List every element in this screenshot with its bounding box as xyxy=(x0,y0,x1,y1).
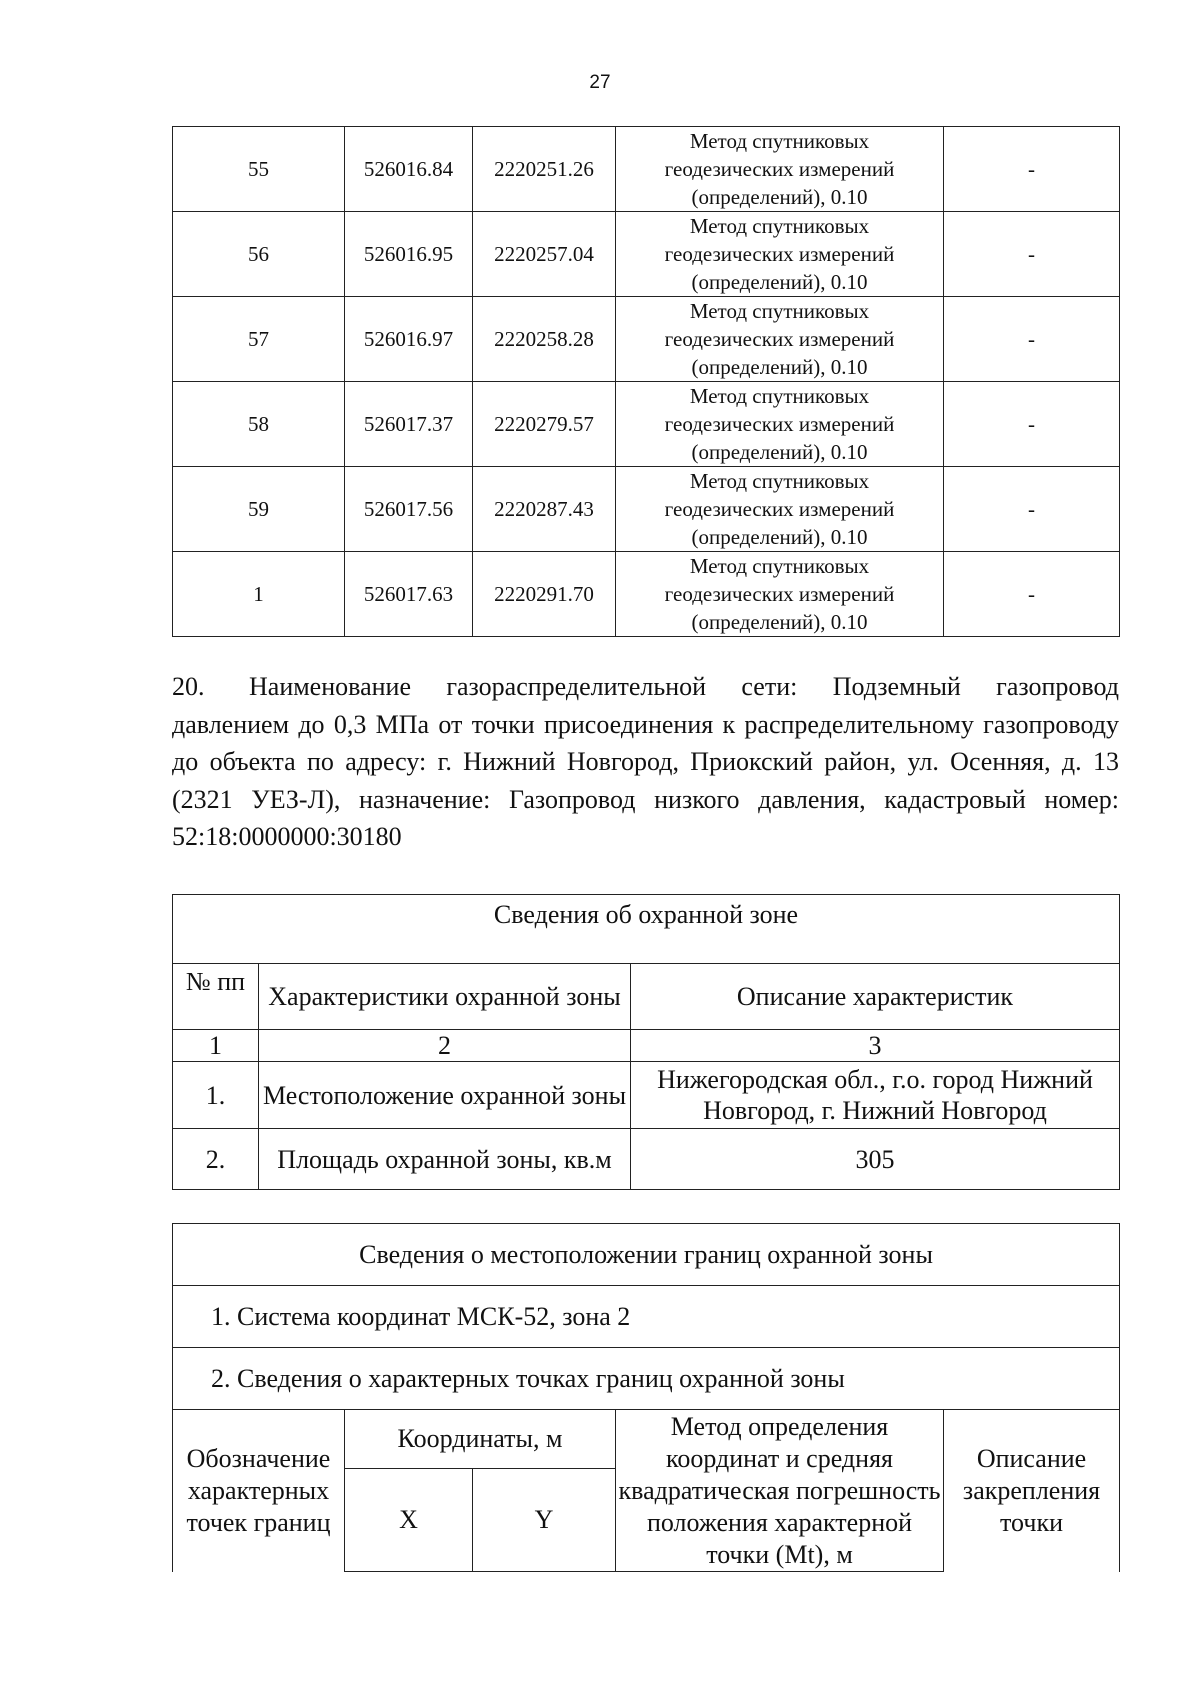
col-number-1: 1 xyxy=(173,1030,259,1062)
points-info-row: 2. Сведения о характерных точках границ охранной зоны xyxy=(173,1348,1120,1410)
point-description: - xyxy=(944,467,1120,552)
method-line: (определений), 0.10 xyxy=(691,525,868,549)
protection-zone-table xyxy=(172,894,1120,1190)
point-number: 59 xyxy=(173,467,345,552)
method-line: геодезических измерений xyxy=(664,327,895,351)
row-characteristic: Местоположение охранной зоны xyxy=(259,1062,631,1129)
method xyxy=(616,467,944,552)
coordinate-system-row: 1. Система координат МСК-52, зона 2 xyxy=(173,1286,1120,1348)
coordinate-row xyxy=(173,297,1120,382)
coord-y: 2220258.28 xyxy=(473,297,616,382)
page-number: 27 xyxy=(589,72,611,93)
section-paragraph xyxy=(172,668,1119,856)
method-line: Метод спутниковых xyxy=(689,214,870,238)
method-line: Метод спутниковых xyxy=(689,469,870,493)
point-number: 1 xyxy=(173,552,345,637)
section-text: Наименование газораспределительной сети: Подземный газопровод давлением до 0,3 МПа от точки присоединения к распределительному газопроводу до объекта по адресу: г. Нижний Новгород, Приокский район, ул. Осенняя, д. 13 (2321 УЕЗ-Л), назначение: Газопровод низкого давления, кадастровый номер: 52:18:0000000:30180 xyxy=(172,672,1119,851)
row-number: 2. xyxy=(173,1129,259,1190)
section-number: 20. xyxy=(172,672,205,701)
coordinate-row xyxy=(173,212,1120,297)
method xyxy=(616,552,944,637)
coord-x: 526017.63 xyxy=(345,552,473,637)
method-line: (определений), 0.10 xyxy=(691,270,868,294)
method-line: геодезических измерений xyxy=(664,412,895,436)
coordinate-row xyxy=(173,467,1120,552)
coord-x: 526016.95 xyxy=(345,212,473,297)
coord-y: 2220251.26 xyxy=(473,127,616,212)
coord-x: 526016.84 xyxy=(345,127,473,212)
point-number: 57 xyxy=(173,297,345,382)
header-x: X xyxy=(345,1469,473,1572)
coordinate-row xyxy=(173,552,1120,637)
method-line: Метод спутниковых xyxy=(689,384,870,408)
method xyxy=(616,297,944,382)
coord-x: 526016.97 xyxy=(345,297,473,382)
header-description: Описание характеристик xyxy=(631,964,1120,1030)
point-description: - xyxy=(944,127,1120,212)
point-description: - xyxy=(944,212,1120,297)
method-line: Метод спутниковых xyxy=(689,299,870,323)
method-line: (определений), 0.10 xyxy=(691,185,868,209)
method xyxy=(616,382,944,467)
method-line: Метод спутниковых xyxy=(689,129,870,153)
point-description: - xyxy=(944,382,1120,467)
coord-x: 526017.56 xyxy=(345,467,473,552)
point-description: - xyxy=(944,552,1120,637)
header-number: № пп xyxy=(173,964,259,1030)
coord-y: 2220291.70 xyxy=(473,552,616,637)
coord-x: 526017.37 xyxy=(345,382,473,467)
col-number-3: 3 xyxy=(631,1030,1120,1062)
header-method: Метод определения координат и средняя квадратическая погрешность положения характерной точки (Mt), м xyxy=(616,1410,944,1572)
point-number: 58 xyxy=(173,382,345,467)
method-line: Метод спутниковых xyxy=(689,554,870,578)
method-line: геодезических измерений xyxy=(664,242,895,266)
point-number: 56 xyxy=(173,212,345,297)
bounds-table-title: Сведения о местоположении границ охранной зоны xyxy=(173,1224,1120,1286)
row-value: 305 xyxy=(631,1129,1120,1190)
method-line: (определений), 0.10 xyxy=(691,355,868,379)
header-point-designation: Обозначение характерных точек границ xyxy=(173,1410,345,1572)
coord-y: 2220287.43 xyxy=(473,467,616,552)
col-number-2: 2 xyxy=(259,1030,631,1062)
point-number: 55 xyxy=(173,127,345,212)
coordinate-row xyxy=(173,127,1120,212)
header-point-description: Описание закрепления точки xyxy=(944,1410,1120,1572)
coord-y: 2220257.04 xyxy=(473,212,616,297)
method-line: геодезических измерений xyxy=(664,582,895,606)
point-description: - xyxy=(944,297,1120,382)
method xyxy=(616,127,944,212)
method-line: геодезических измерений xyxy=(664,497,895,521)
row-characteristic: Площадь охранной зоны, кв.м xyxy=(259,1129,631,1190)
row-number: 1. xyxy=(173,1062,259,1129)
zone-table-title: Сведения об охранной зоне xyxy=(173,895,1120,964)
row-value: Нижегородская обл., г.о. город Нижний Новгород, г. Нижний Новгород xyxy=(631,1062,1120,1129)
coordinate-row xyxy=(173,382,1120,467)
zone-boundaries-table xyxy=(172,1223,1120,1572)
header-characteristics: Характеристики охранной зоны xyxy=(259,964,631,1030)
method-line: (определений), 0.10 xyxy=(691,610,868,634)
coordinates-table xyxy=(172,126,1120,637)
coord-y: 2220279.57 xyxy=(473,382,616,467)
header-y: Y xyxy=(473,1469,616,1572)
header-coordinates: Координаты, м xyxy=(345,1410,616,1469)
method xyxy=(616,212,944,297)
method-line: геодезических измерений xyxy=(664,157,895,181)
method-line: (определений), 0.10 xyxy=(691,440,868,464)
